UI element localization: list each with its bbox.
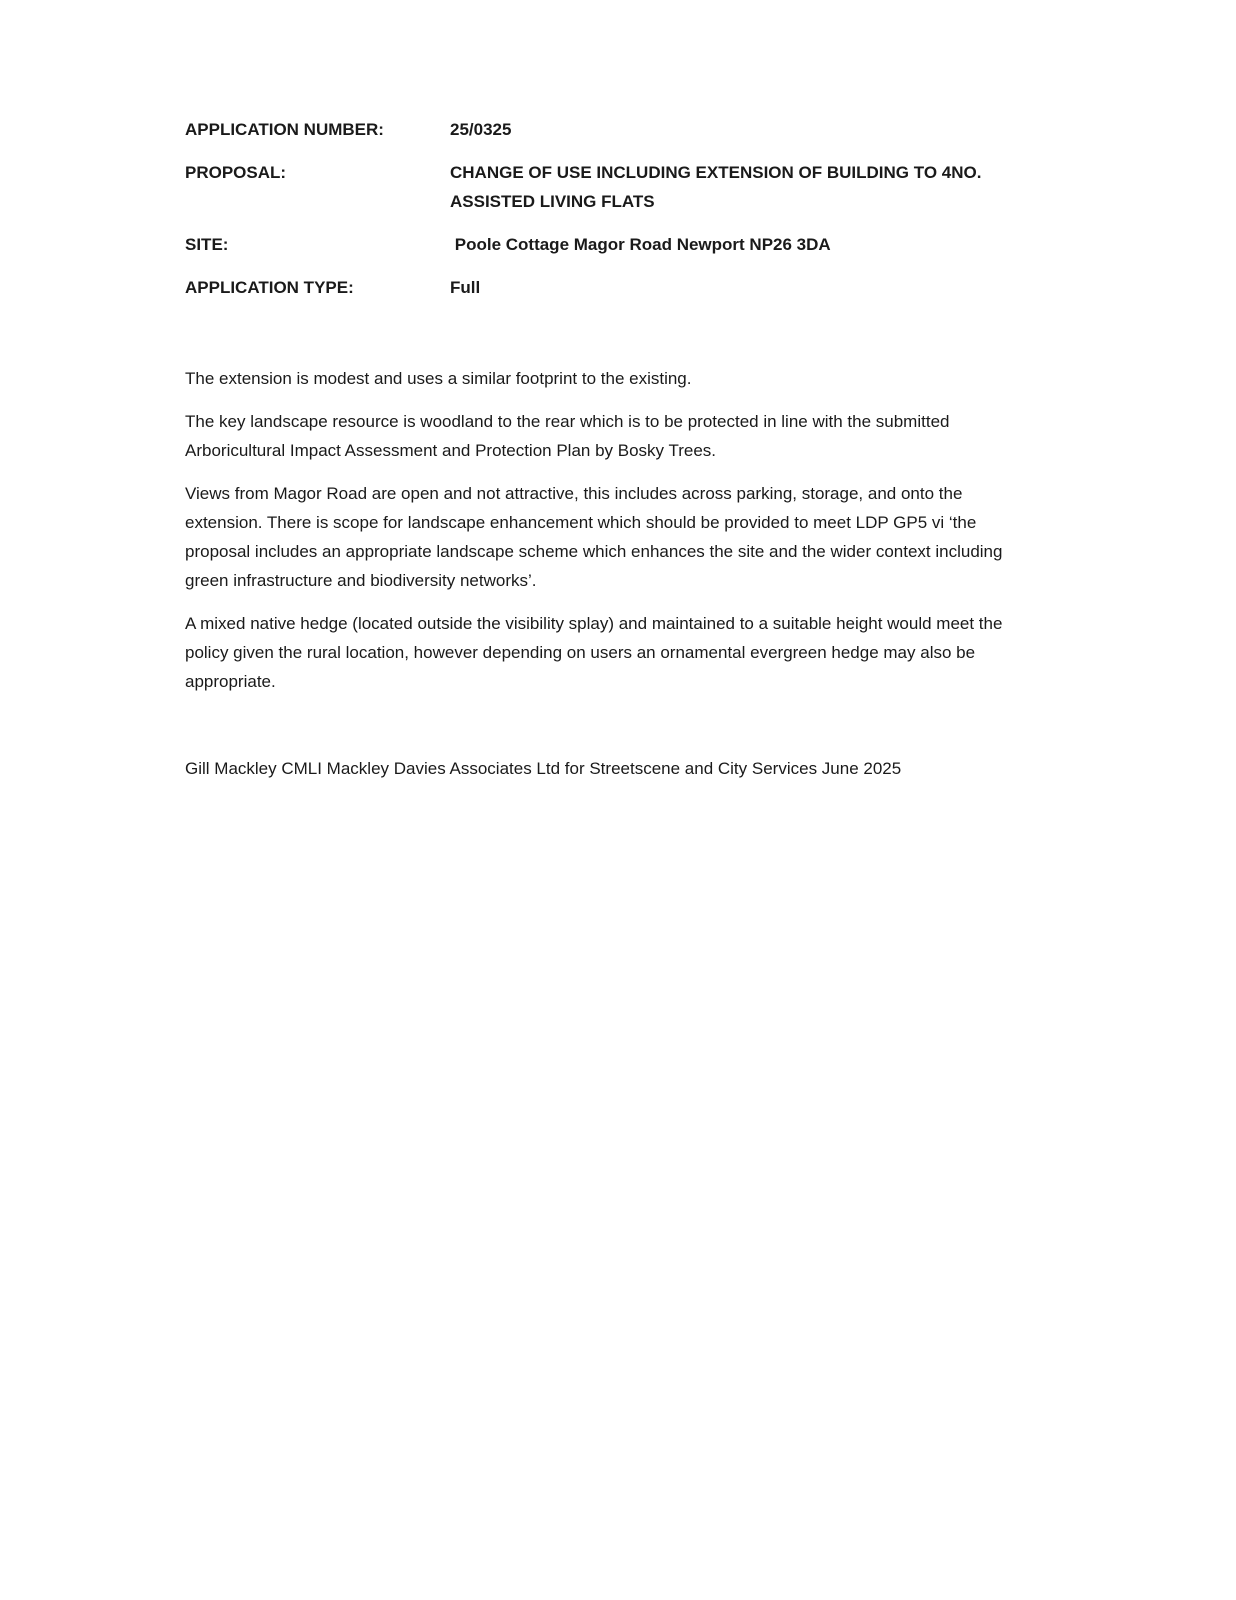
report-body — [185, 364, 1018, 696]
proposal-label: PROPOSAL: — [185, 163, 287, 182]
paragraph-views-magor-road: Views from Magor Road are open and not attractive, this includes across parking, storage, and onto the extension. There is scope for landscape enhancement which should be provided to meet LDP GP5 vi ‘the proposal includes an appropriate landscape scheme which enhances the site and the wider context including green infrastructure and biodiversity networks’. — [185, 484, 1003, 590]
proposal-value: CHANGE OF USE INCLUDING EXTENSION OF BUILDING TO 4NO. ASSISTED LIVING FLATS — [450, 163, 986, 211]
site-value: Poole Cottage Magor Road Newport NP26 3DA — [450, 235, 831, 254]
field-application-type — [185, 273, 1018, 302]
application-type-value: Full — [450, 278, 481, 297]
field-site — [185, 230, 1018, 259]
application-header — [185, 115, 1018, 302]
application-type-label: APPLICATION TYPE: — [185, 278, 354, 297]
field-proposal — [185, 158, 1018, 216]
paragraph-landscape-resource: The key landscape resource is woodland to the rear which is to be protected in line with the submitted Arboricultural Impact Assessment and Protection Plan by Bosky Trees. — [185, 412, 950, 460]
field-application-number — [185, 115, 1018, 144]
report-footer — [185, 754, 1018, 783]
application-number-value: 25/0325 — [450, 120, 512, 139]
application-number-label: APPLICATION NUMBER: — [185, 120, 384, 139]
paragraph-extension: The extension is modest and uses a similar footprint to the existing. — [185, 369, 692, 388]
author-signature: Gill Mackley CMLI Mackley Davies Associates Ltd for Streetscene and City Services June 2025 — [185, 759, 902, 778]
paragraph-hedge-recommendation: A mixed native hedge (located outside the visibility splay) and maintained to a suitable height would meet the policy given the rural location, however depending on users an ornamental evergreen hedge may also be appropriate. — [185, 614, 1003, 691]
site-label: SITE: — [185, 235, 229, 254]
